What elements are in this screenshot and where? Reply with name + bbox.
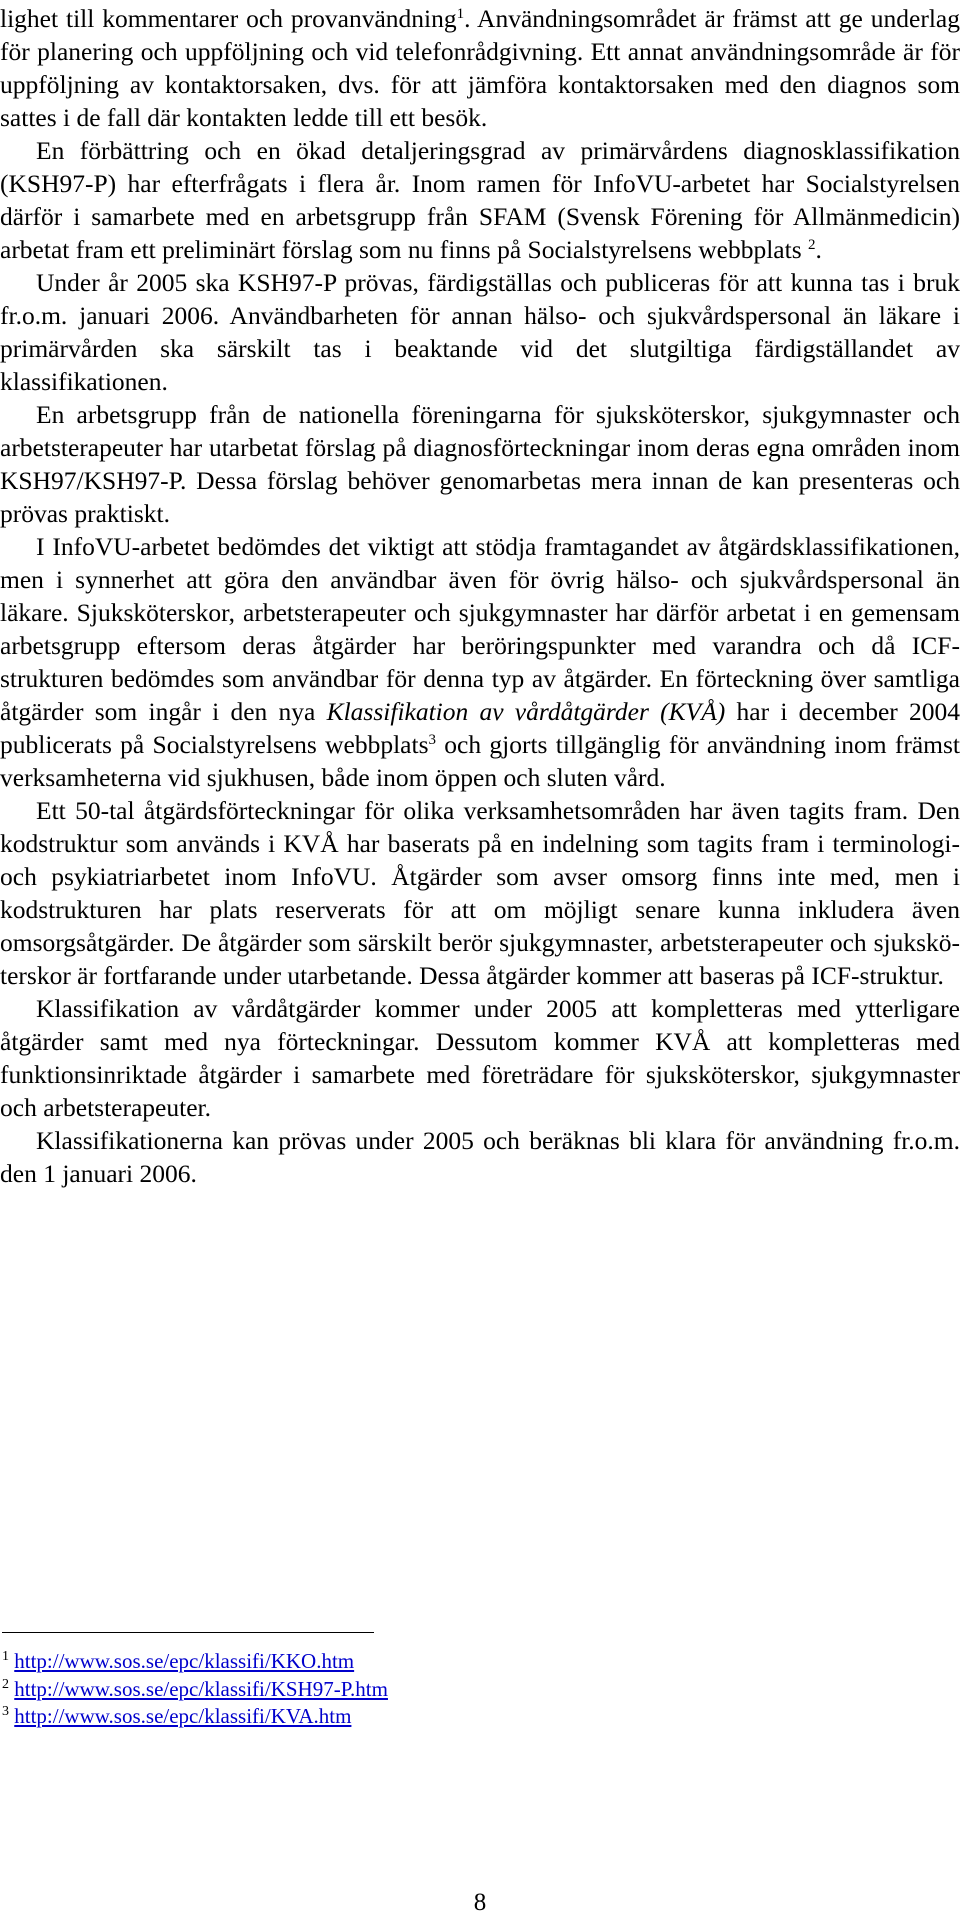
page-number: 8 (473, 1889, 487, 1916)
footnote-number: 1 (2, 1649, 9, 1664)
footnote-number: 2 (2, 1676, 9, 1692)
footnote-ref-3: 3 (428, 732, 436, 748)
footnote-link-1[interactable]: http://www.sos.se/epc/klassifi/KKO.htm (14, 1649, 355, 1673)
footnote-link-3[interactable]: http://www.sos.se/epc/klassifi/KVA.htm (14, 1704, 352, 1728)
paragraph-8: Klassifikationerna kan prövas under 2005 och beräknas bli klara för användning fr.o.m. den 1 januari 2006. (0, 1126, 960, 1188)
footnote-2 (2, 1676, 902, 1704)
body-text (0, 2, 960, 1190)
paragraph-7: Klassifikation av vårdåtgärder kommer under 2005 att kompletteras med ytterligare åtgärder samt med nya förteckningar. Dessutom kommer KVÅ att kompletteras med funktionsinriktade åtgärder i samarbete med företrädare för sjuksköterskor, sjukgymnaster och arbetsterapeuter. (0, 994, 960, 1122)
paragraph-3: Under år 2005 ska KSH97-P prövas, färdigställas och publiceras för att kunna tas i bruk fr.o.m. januari 2006. Användbarheten för annan hälso- och sjukvårdspersonal än läkare i primärvården ska särskilt tas i beaktande vid det slutgiltiga färdigställandet av klassifikationen. (0, 268, 960, 396)
footnote-ref-2: 2 (808, 237, 816, 253)
footnote-3 (2, 1703, 902, 1731)
paragraph-6: Ett 50-tal åtgärdsförteckningar för olika verksamhetsområden har även tagits fram. Den kodstruktur som används i KVÅ har baserats på en indelning som tagits fram i terminologi- och psykiatriarbetet inom InfoVU. Åtgärder som avser omsorg finns inte med, men i kodstrukturen har plats reserverats för att om möjligt senare kunna inkludera även omsorgsåtgärder. De åtgärder som särskilt berör sjukgymnaster, arbetsterapeuter och sjuksköterskor är fortfarande under utarbetande. Dessa åtgärder kommer att baseras på ICF-struktur. (0, 796, 960, 990)
kva-title-italic: Klassifikation av vårdåtgärder (KVÅ) (326, 697, 726, 726)
paragraph-5-text-b: har i december 2004 publicerats på Socialstyrelsens webbplats (0, 697, 960, 759)
paragraph-1-text-b: . Användningsområdet är främst att ge underlag för planering och uppföljning och vid telefonrådgivning. Ett annat användningsområde är för uppföljning av kontaktorsaken, dvs. för att jämföra kontaktorsaken med den diagnos som sattes i de fall där kontakten ledde till ett besök. (0, 4, 960, 132)
paragraph-5-text-c: och gjorts tillgänglig för användning inom främst verksamheterna vid sjukhusen, både inom öppen och sluten vård. (0, 730, 960, 792)
footnotes (2, 1648, 902, 1731)
paragraph-2-text-b: . (815, 235, 822, 264)
paragraph-2-text-a: En förbättring och en ökad detaljeringsgrad av primärvårdens diagnosklassifikation (KSH97-P) har efterfrågats i flera år. Inom ramen för InfoVU-arbetet har Socialstyrelsen därför i samarbete med en arbetsgrupp från SFAM (Svensk Förening för Allmänmedicin) arbetat fram ett preliminärt förslag som nu finns på Socialstyrelsens webbplats (0, 136, 960, 264)
paragraph-1 (0, 2, 960, 134)
footnote-link-2[interactable]: http://www.sos.se/epc/klassifi/KSH97-P.htm (14, 1676, 388, 1701)
paragraph-5-text-a: I InfoVU-arbetet bedömdes det viktigt att stödja framtagandet av åtgärdsklassifikationen, men i synnerhet att göra den användbar även för övrig hälso- och sjukvårdspersonal än läkare. Sjuksköterskor, arbetsterapeuter och sjukgymnaster har därför arbetat i en gemensam arbetsgrupp eftersom deras åtgärder har beröringspunkter med varandra och då ICF-strukturen bedömdes som användbar för denna typ av åtgärder. En förteckning över samtliga åtgärder som ingår i den nya (0, 532, 960, 726)
footnote-number: 3 (2, 1704, 9, 1719)
paragraph-5 (0, 530, 960, 794)
footnote-separator (2, 1632, 374, 1633)
paragraph-1-text-a: lighet till kommentarer och provanvändning (0, 4, 457, 33)
footnote-ref-1: 1 (456, 6, 465, 22)
footnote-1 (2, 1648, 902, 1676)
paragraph-2 (0, 134, 960, 266)
paragraph-4: En arbetsgrupp från de nationella föreningarna för sjuksköterskor, sjukgymnaster och arbetsterapeuter har utarbetat förslag på diagnosförteckningar inom deras egna områden inom KSH97/KSH97-P. Dessa förslag behöver genomarbetas mera innan de kan presenteras och prövas praktiskt. (0, 400, 960, 528)
